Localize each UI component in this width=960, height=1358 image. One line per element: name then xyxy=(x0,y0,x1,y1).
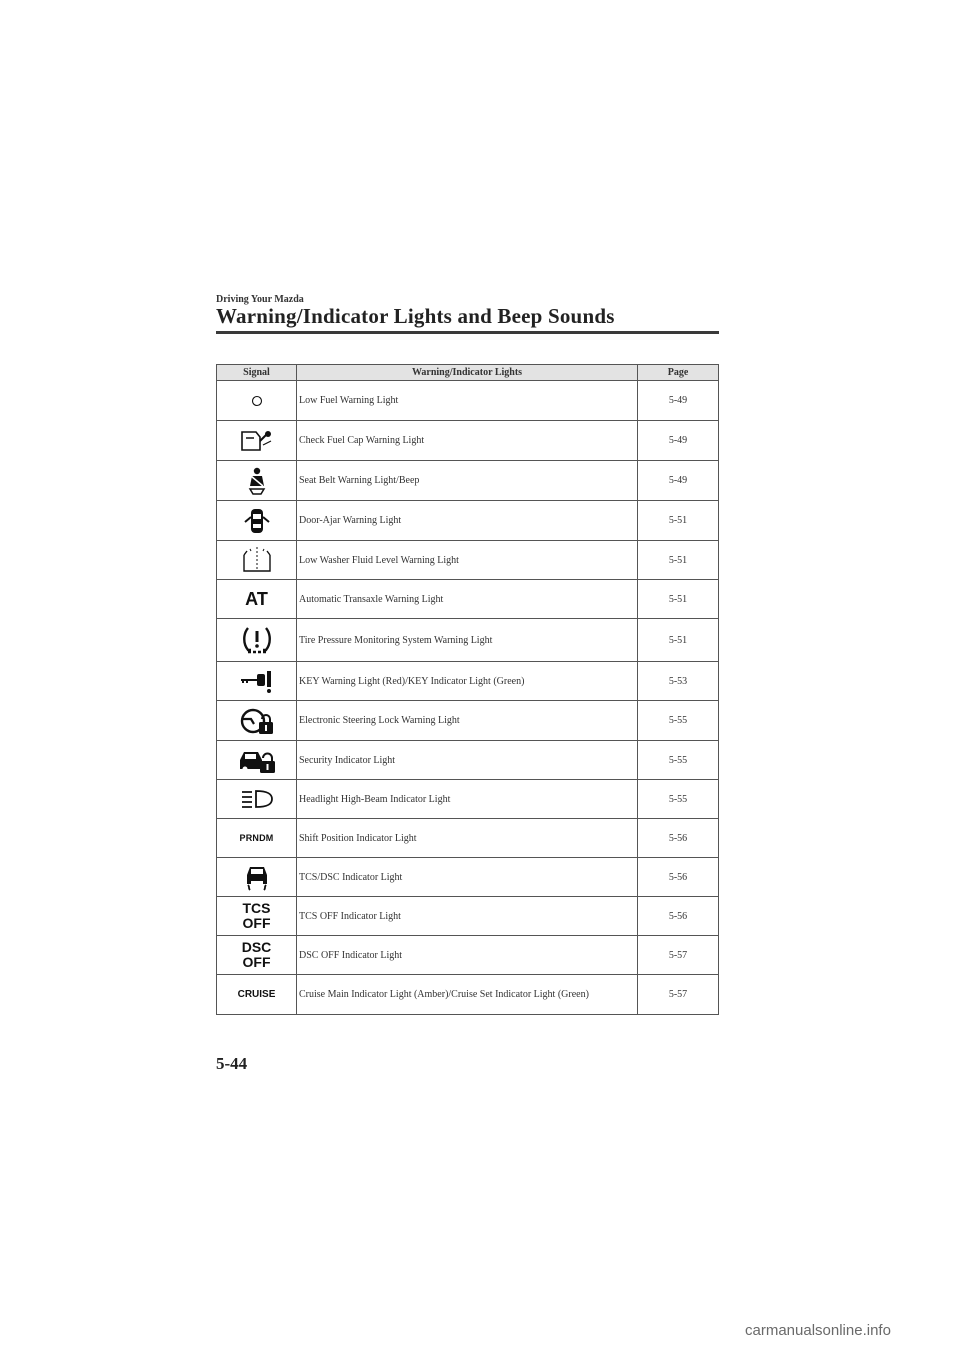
washer-fluid-icon xyxy=(241,547,273,573)
watermark: carmanualsonline.info xyxy=(745,1322,891,1339)
row-page: 5-55 xyxy=(638,741,719,780)
table-row xyxy=(217,701,719,741)
door-ajar-icon xyxy=(243,507,271,535)
seat-belt-icon xyxy=(244,467,270,495)
column-header-signal: Signal xyxy=(217,365,297,381)
table-row xyxy=(217,858,719,897)
dsc-off-icon xyxy=(242,940,272,970)
row-page: 5-56 xyxy=(638,858,719,897)
title-rule xyxy=(216,331,719,334)
shift-position-icon: PRNDM xyxy=(239,832,274,843)
low-fuel-icon xyxy=(251,395,263,407)
key-icon xyxy=(237,668,277,694)
dsc-off-icon-line2: OFF xyxy=(242,954,271,970)
row-label: Low Fuel Warning Light xyxy=(297,381,638,421)
table-row xyxy=(217,780,719,819)
row-label: TCS/DSC Indicator Light xyxy=(297,858,638,897)
table-row xyxy=(217,421,719,461)
row-page: 5-55 xyxy=(638,780,719,819)
row-label: Electronic Steering Lock Warning Light xyxy=(297,701,638,741)
table-header-row xyxy=(217,365,719,381)
row-page: 5-57 xyxy=(638,975,719,1015)
row-label: Door-Ajar Warning Light xyxy=(297,501,638,541)
row-label: TCS OFF Indicator Light xyxy=(297,897,638,936)
steering-lock-icon xyxy=(239,707,275,735)
page-title: Warning/Indicator Lights and Beep Sounds xyxy=(216,304,615,328)
table-row xyxy=(217,897,719,936)
row-page: 5-51 xyxy=(638,501,719,541)
table-row xyxy=(217,741,719,780)
row-label: Tire Pressure Monitoring System Warning Light xyxy=(297,619,638,662)
table-row xyxy=(217,662,719,701)
section-label: Driving Your Mazda xyxy=(216,294,304,305)
table-row xyxy=(217,936,719,975)
signal-table xyxy=(216,364,719,1015)
table-row xyxy=(217,381,719,421)
dsc-off-icon-line1: DSC xyxy=(241,939,272,955)
tcs-off-icon xyxy=(243,901,271,931)
row-page: 5-55 xyxy=(638,701,719,741)
table-row xyxy=(217,541,719,580)
row-page: 5-53 xyxy=(638,662,719,701)
row-label: Security Indicator Light xyxy=(297,741,638,780)
row-label: Shift Position Indicator Light xyxy=(297,819,638,858)
row-label: Seat Belt Warning Light/Beep xyxy=(297,461,638,501)
fuel-cap-icon xyxy=(239,429,275,453)
row-page: 5-56 xyxy=(638,897,719,936)
row-page: 5-49 xyxy=(638,381,719,421)
row-label: Headlight High-Beam Indicator Light xyxy=(297,780,638,819)
row-page: 5-51 xyxy=(638,619,719,662)
row-label: Low Washer Fluid Level Warning Light xyxy=(297,541,638,580)
column-header-page: Page xyxy=(638,365,719,381)
row-page: 5-51 xyxy=(638,541,719,580)
row-label: Cruise Main Indicator Light (Amber)/Cruise Set Indicator Light (Green) xyxy=(297,975,638,1015)
table-row xyxy=(217,619,719,662)
row-label: DSC OFF Indicator Light xyxy=(297,936,638,975)
table-row xyxy=(217,461,719,501)
row-page: 5-56 xyxy=(638,819,719,858)
row-label: Automatic Transaxle Warning Light xyxy=(297,580,638,619)
high-beam-icon xyxy=(240,788,274,810)
table-row xyxy=(217,580,719,619)
table-row xyxy=(217,975,719,1015)
cruise-icon: CRUISE xyxy=(237,988,276,1000)
column-header-lights: Warning/Indicator Lights xyxy=(297,365,638,381)
row-page: 5-49 xyxy=(638,421,719,461)
table-row xyxy=(217,501,719,541)
tcs-off-icon-line1: TCS xyxy=(242,900,271,916)
at-icon: AT xyxy=(245,589,268,609)
row-page: 5-51 xyxy=(638,580,719,619)
table-row xyxy=(217,819,719,858)
row-label: KEY Warning Light (Red)/KEY Indicator Light (Green) xyxy=(297,662,638,701)
tcs-dsc-icon xyxy=(242,863,272,891)
row-page: 5-57 xyxy=(638,936,719,975)
tcs-off-icon-line2: OFF xyxy=(242,915,271,931)
tire-pressure-icon xyxy=(240,624,274,656)
row-page: 5-49 xyxy=(638,461,719,501)
security-icon xyxy=(238,746,276,774)
page-number: 5-44 xyxy=(216,1054,248,1073)
row-label: Check Fuel Cap Warning Light xyxy=(297,421,638,461)
